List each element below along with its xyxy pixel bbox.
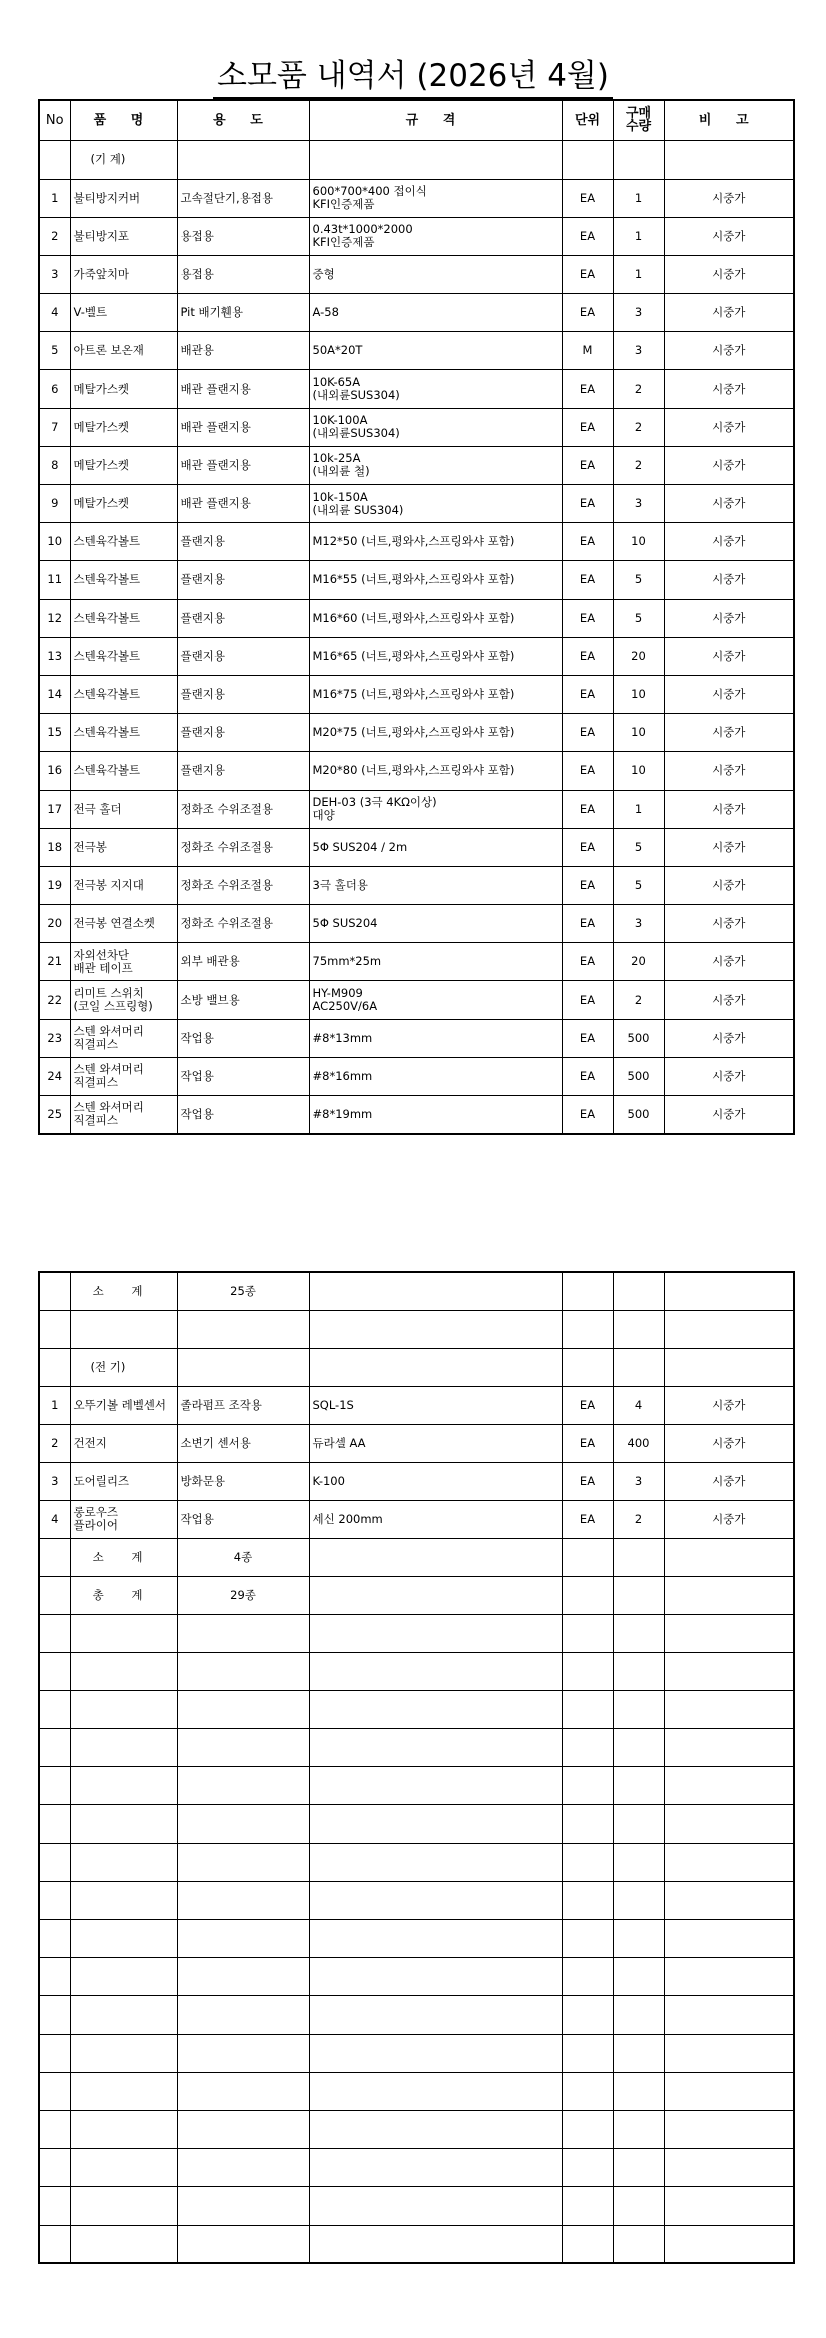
blank-row	[39, 2072, 794, 2110]
header-name: 품 명	[70, 100, 177, 140]
cell-unit: EA	[562, 294, 613, 332]
cell-unit: EA	[562, 408, 613, 446]
cell-no: 23	[39, 1019, 70, 1057]
cell-spec: M16*60 (너트,평와샤,스프링와샤 포함)	[309, 599, 562, 637]
cell-name: 리미트 스위치 (코일 스프링형)	[70, 981, 177, 1019]
section-label: (기 계)	[70, 140, 177, 179]
cell-spec: M16*65 (너트,평와샤,스프링와샤 포함)	[309, 637, 562, 675]
cell-qty: 4	[613, 1386, 664, 1424]
cell-no: 3	[39, 255, 70, 293]
header-spec: 규 격	[309, 100, 562, 140]
cell-use: 배관용	[177, 332, 309, 370]
cell-use: 배관 플랜지용	[177, 408, 309, 446]
blank-row	[39, 1614, 794, 1652]
cell-unit: EA	[562, 1096, 613, 1134]
cell-note: 시중가	[664, 675, 794, 713]
cell-note: 시중가	[664, 1096, 794, 1134]
blank-row	[39, 1920, 794, 1958]
table-row	[39, 294, 794, 332]
cell-spec: SQL-1S	[309, 1386, 562, 1424]
table-row	[39, 1462, 794, 1500]
cell-note: 시중가	[664, 446, 794, 484]
table-row	[39, 943, 794, 981]
table-row	[39, 981, 794, 1019]
cell-note: 시중가	[664, 255, 794, 293]
section-row	[39, 1348, 794, 1386]
cell-no: 16	[39, 752, 70, 790]
cell-qty: 500	[613, 1019, 664, 1057]
cell-no: 3	[39, 1462, 70, 1500]
cell-use: 정화조 수위조절용	[177, 790, 309, 828]
cell-unit: EA	[562, 790, 613, 828]
table-row	[39, 179, 794, 217]
cell-no: 20	[39, 905, 70, 943]
cell-qty: 3	[613, 1462, 664, 1500]
cell-spec: 세신 200mm	[309, 1500, 562, 1538]
table-row	[39, 675, 794, 713]
cell-qty: 5	[613, 599, 664, 637]
table-row	[39, 790, 794, 828]
table-row	[39, 255, 794, 293]
table-row	[39, 217, 794, 255]
cell-spec: M16*75 (너트,평와샤,스프링와샤 포함)	[309, 675, 562, 713]
cell-spec: DEH-03 (3극 4KΩ이상) 대양	[309, 790, 562, 828]
cell-note: 시중가	[664, 866, 794, 904]
cell-no: 17	[39, 790, 70, 828]
table-row	[39, 1019, 794, 1057]
cell-spec: 10K-100A (내외륜SUS304)	[309, 408, 562, 446]
cell-no: 7	[39, 408, 70, 446]
table-row	[39, 561, 794, 599]
cell-name: 스텐육각볼트	[70, 675, 177, 713]
cell-note: 시중가	[664, 1500, 794, 1538]
cell-qty: 3	[613, 485, 664, 523]
cell-no: 5	[39, 332, 70, 370]
blank-row	[39, 2225, 794, 2263]
cell-use: 작업용	[177, 1019, 309, 1057]
cell-qty: 1	[613, 790, 664, 828]
cell-no: 1	[39, 1386, 70, 1424]
table-row	[39, 370, 794, 408]
cell-use: 소변기 센서용	[177, 1424, 309, 1462]
cell-spec: #8*13mm	[309, 1019, 562, 1057]
cell-note: 시중가	[664, 408, 794, 446]
cell-use: 정화조 수위조절용	[177, 866, 309, 904]
cell-no: 11	[39, 561, 70, 599]
cell-name: 가죽앞치마	[70, 255, 177, 293]
blank-row	[39, 2034, 794, 2072]
cell-qty: 2	[613, 408, 664, 446]
cell-name: 메탈가스켓	[70, 370, 177, 408]
cell-unit: EA	[562, 866, 613, 904]
subtotal-value: 25종	[177, 1272, 309, 1310]
cell-qty: 1	[613, 255, 664, 293]
table-row	[39, 1096, 794, 1134]
cell-qty: 3	[613, 332, 664, 370]
cell-unit: EA	[562, 446, 613, 484]
cell-name: 스텐 와셔머리 직결피스	[70, 1096, 177, 1134]
total-row-label: 총 계	[70, 1576, 177, 1614]
cell-use: 정화조 수위조절용	[177, 905, 309, 943]
cell-use: 플랜지용	[177, 752, 309, 790]
cell-use: 배관 플랜지용	[177, 446, 309, 484]
cell-unit: EA	[562, 255, 613, 293]
cell-use: 플랜지용	[177, 714, 309, 752]
cell-unit: EA	[562, 1386, 613, 1424]
table-row	[39, 408, 794, 446]
cell-no: 4	[39, 1500, 70, 1538]
cell-note: 시중가	[664, 981, 794, 1019]
cell-name: 불티방지커버	[70, 179, 177, 217]
cell-use: 플랜지용	[177, 599, 309, 637]
cell-name: 전극봉	[70, 828, 177, 866]
cell-spec: 600*700*400 접이식 KFI인증제품	[309, 179, 562, 217]
cell-qty: 2	[613, 1500, 664, 1538]
cell-unit: EA	[562, 905, 613, 943]
cell-unit: EA	[562, 943, 613, 981]
cell-note: 시중가	[664, 714, 794, 752]
cell-unit: EA	[562, 1500, 613, 1538]
cell-qty: 10	[613, 714, 664, 752]
cell-note: 시중가	[664, 828, 794, 866]
header-unit: 단위	[562, 100, 613, 140]
cell-use: 소방 밸브용	[177, 981, 309, 1019]
cell-qty: 5	[613, 866, 664, 904]
cell-note: 시중가	[664, 1386, 794, 1424]
cell-qty: 3	[613, 294, 664, 332]
cell-spec: 5Φ SUS204	[309, 905, 562, 943]
total-row	[39, 1576, 794, 1614]
cell-note: 시중가	[664, 599, 794, 637]
cell-qty: 3	[613, 905, 664, 943]
cell-note: 시중가	[664, 943, 794, 981]
cell-qty: 5	[613, 828, 664, 866]
cell-no: 6	[39, 370, 70, 408]
cell-note: 시중가	[664, 637, 794, 675]
cell-note: 시중가	[664, 217, 794, 255]
cell-name: 스텐육각볼트	[70, 523, 177, 561]
cell-name: 메탈가스켓	[70, 446, 177, 484]
cell-name: 건전지	[70, 1424, 177, 1462]
cell-spec: 10k-25A (내외륜 철)	[309, 446, 562, 484]
cell-no: 10	[39, 523, 70, 561]
cell-qty: 1	[613, 217, 664, 255]
cell-name: 전극봉 지지대	[70, 866, 177, 904]
cell-note: 시중가	[664, 370, 794, 408]
cell-use: 플랜지용	[177, 675, 309, 713]
cell-spec: 3극 홀더용	[309, 866, 562, 904]
section-row	[39, 140, 794, 179]
cell-qty: 400	[613, 1424, 664, 1462]
cell-qty: 10	[613, 752, 664, 790]
cell-no: 12	[39, 599, 70, 637]
cell-spec: 5Φ SUS204 / 2m	[309, 828, 562, 866]
cell-no: 13	[39, 637, 70, 675]
cell-use: 플랜지용	[177, 637, 309, 675]
cell-use: 작업용	[177, 1096, 309, 1134]
blank-row	[39, 1996, 794, 2034]
subtotal-row-value: 4종	[177, 1538, 309, 1576]
cell-spec: 0.43t*1000*2000 KFI인증제품	[309, 217, 562, 255]
table-row	[39, 1386, 794, 1424]
cell-unit: EA	[562, 179, 613, 217]
cell-unit: EA	[562, 1019, 613, 1057]
cell-spec: #8*19mm	[309, 1096, 562, 1134]
cell-name: 스텐 와셔머리 직결피스	[70, 1019, 177, 1057]
cell-qty: 20	[613, 943, 664, 981]
cell-spec: M12*50 (너트,평와샤,스프링와샤 포함)	[309, 523, 562, 561]
cell-use: 배관 플랜지용	[177, 485, 309, 523]
cell-no: 22	[39, 981, 70, 1019]
cell-use: 방화문용	[177, 1462, 309, 1500]
cell-unit: EA	[562, 828, 613, 866]
cell-unit: EA	[562, 523, 613, 561]
cell-note: 시중가	[664, 1019, 794, 1057]
cell-qty: 10	[613, 523, 664, 561]
cell-no: 2	[39, 1424, 70, 1462]
cell-name: 스텐육각볼트	[70, 637, 177, 675]
cell-unit: EA	[562, 1424, 613, 1462]
table-row	[39, 1500, 794, 1538]
cell-name: 스텐육각볼트	[70, 752, 177, 790]
cell-unit: EA	[562, 675, 613, 713]
cell-unit: EA	[562, 599, 613, 637]
cell-spec: M20*75 (너트,평와샤,스프링와샤 포함)	[309, 714, 562, 752]
blank-row	[39, 2149, 794, 2187]
cell-use: 작업용	[177, 1500, 309, 1538]
table-row	[39, 523, 794, 561]
cell-note: 시중가	[664, 294, 794, 332]
cell-no: 1	[39, 179, 70, 217]
header-row	[39, 100, 794, 140]
blank-row	[39, 1958, 794, 1996]
cell-name: 도어릴리즈	[70, 1462, 177, 1500]
cell-use: 외부 배관용	[177, 943, 309, 981]
table-row	[39, 332, 794, 370]
cell-qty: 20	[613, 637, 664, 675]
cell-qty: 2	[613, 981, 664, 1019]
table-row	[39, 1424, 794, 1462]
section-label: (전 기)	[70, 1348, 177, 1386]
cell-name: 오뚜기볼 레벨센서	[70, 1386, 177, 1424]
cell-no: 21	[39, 943, 70, 981]
consumables-table-page2	[38, 1271, 795, 2264]
blank-row	[39, 1843, 794, 1881]
subtotal-row	[39, 1538, 794, 1576]
cell-spec: 75mm*25m	[309, 943, 562, 981]
header-note: 비 고	[664, 100, 794, 140]
cell-no: 2	[39, 217, 70, 255]
subtotal-row	[39, 1272, 794, 1310]
cell-name: 스텐육각볼트	[70, 561, 177, 599]
cell-qty: 2	[613, 370, 664, 408]
cell-name: 자외선차단 배관 테이프	[70, 943, 177, 981]
cell-name: 롱로우즈 플라이어	[70, 1500, 177, 1538]
cell-spec: 50A*20T	[309, 332, 562, 370]
cell-name: 메탈가스켓	[70, 408, 177, 446]
cell-no: 18	[39, 828, 70, 866]
subtotal-row-label: 소 계	[70, 1538, 177, 1576]
blank-row	[39, 2187, 794, 2225]
cell-name: 스텐육각볼트	[70, 714, 177, 752]
blank-row	[39, 1729, 794, 1767]
table-row	[39, 905, 794, 943]
cell-unit: EA	[562, 561, 613, 599]
cell-note: 시중가	[664, 179, 794, 217]
blank-row	[39, 1652, 794, 1690]
cell-use: Pit 배기휀용	[177, 294, 309, 332]
cell-spec: K-100	[309, 1462, 562, 1500]
cell-spec: M20*80 (너트,평와샤,스프링와샤 포함)	[309, 752, 562, 790]
blank-row	[39, 1767, 794, 1805]
table-row	[39, 828, 794, 866]
cell-use: 배관 플랜지용	[177, 370, 309, 408]
cell-unit: EA	[562, 1057, 613, 1095]
table-row	[39, 446, 794, 484]
cell-no: 15	[39, 714, 70, 752]
cell-use: 플랜지용	[177, 523, 309, 561]
subtotal-label: 소 계	[70, 1272, 177, 1310]
cell-use: 플랜지용	[177, 561, 309, 599]
cell-use: 작업용	[177, 1057, 309, 1095]
cell-no: 14	[39, 675, 70, 713]
cell-spec: 듀라셀 AA	[309, 1424, 562, 1462]
cell-unit: EA	[562, 217, 613, 255]
table-row	[39, 637, 794, 675]
blank-row	[39, 1310, 794, 1348]
cell-no: 8	[39, 446, 70, 484]
cell-unit: EA	[562, 485, 613, 523]
cell-qty: 1	[613, 179, 664, 217]
cell-name: 아트론 보온재	[70, 332, 177, 370]
cell-use: 졸라펌프 조작용	[177, 1386, 309, 1424]
cell-unit: EA	[562, 1462, 613, 1500]
cell-qty: 500	[613, 1096, 664, 1134]
cell-unit: EA	[562, 637, 613, 675]
header-no: No	[39, 100, 70, 140]
cell-note: 시중가	[664, 523, 794, 561]
table-row	[39, 752, 794, 790]
consumables-table-page1	[38, 99, 795, 1135]
table-row	[39, 1057, 794, 1095]
cell-name: 스텐육각볼트	[70, 599, 177, 637]
table-row	[39, 866, 794, 904]
cell-note: 시중가	[664, 905, 794, 943]
cell-name: 전극 홀더	[70, 790, 177, 828]
cell-note: 시중가	[664, 561, 794, 599]
cell-spec: #8*16mm	[309, 1057, 562, 1095]
cell-no: 9	[39, 485, 70, 523]
cell-no: 4	[39, 294, 70, 332]
cell-spec: HY-M909 AC250V/6A	[309, 981, 562, 1019]
cell-name: 불티방지포	[70, 217, 177, 255]
blank-row	[39, 1881, 794, 1919]
cell-spec: 중형	[309, 255, 562, 293]
header-qty: 구매 수량	[613, 100, 664, 140]
document-title: 소모품 내역서 (2026년 4월)	[0, 50, 826, 95]
cell-no: 19	[39, 866, 70, 904]
total-row-value: 29종	[177, 1576, 309, 1614]
cell-note: 시중가	[664, 790, 794, 828]
table-row	[39, 599, 794, 637]
cell-unit: M	[562, 332, 613, 370]
cell-use: 용접용	[177, 217, 309, 255]
cell-qty: 500	[613, 1057, 664, 1095]
cell-note: 시중가	[664, 752, 794, 790]
cell-note: 시중가	[664, 332, 794, 370]
cell-unit: EA	[562, 981, 613, 1019]
cell-no: 24	[39, 1057, 70, 1095]
cell-use: 정화조 수위조절용	[177, 828, 309, 866]
cell-name: 전극봉 연결소켓	[70, 905, 177, 943]
cell-qty: 10	[613, 675, 664, 713]
cell-qty: 2	[613, 446, 664, 484]
cell-spec: A-58	[309, 294, 562, 332]
table-row	[39, 714, 794, 752]
cell-unit: EA	[562, 714, 613, 752]
cell-use: 고속절단기,용접용	[177, 179, 309, 217]
cell-name: 메탈가스켓	[70, 485, 177, 523]
cell-note: 시중가	[664, 485, 794, 523]
cell-note: 시중가	[664, 1057, 794, 1095]
cell-unit: EA	[562, 370, 613, 408]
cell-spec: 10k-150A (내외륜 SUS304)	[309, 485, 562, 523]
blank-row	[39, 1690, 794, 1728]
cell-use: 용접용	[177, 255, 309, 293]
cell-name: V-벨트	[70, 294, 177, 332]
header-use: 용 도	[177, 100, 309, 140]
cell-unit: EA	[562, 752, 613, 790]
cell-note: 시중가	[664, 1462, 794, 1500]
cell-qty: 5	[613, 561, 664, 599]
cell-no: 25	[39, 1096, 70, 1134]
blank-row	[39, 1805, 794, 1843]
blank-row	[39, 2110, 794, 2148]
cell-name: 스텐 와셔머리 직결피스	[70, 1057, 177, 1095]
cell-note: 시중가	[664, 1424, 794, 1462]
cell-spec: M16*55 (너트,평와샤,스프링와샤 포함)	[309, 561, 562, 599]
table-row	[39, 485, 794, 523]
cell-spec: 10K-65A (내외륜SUS304)	[309, 370, 562, 408]
